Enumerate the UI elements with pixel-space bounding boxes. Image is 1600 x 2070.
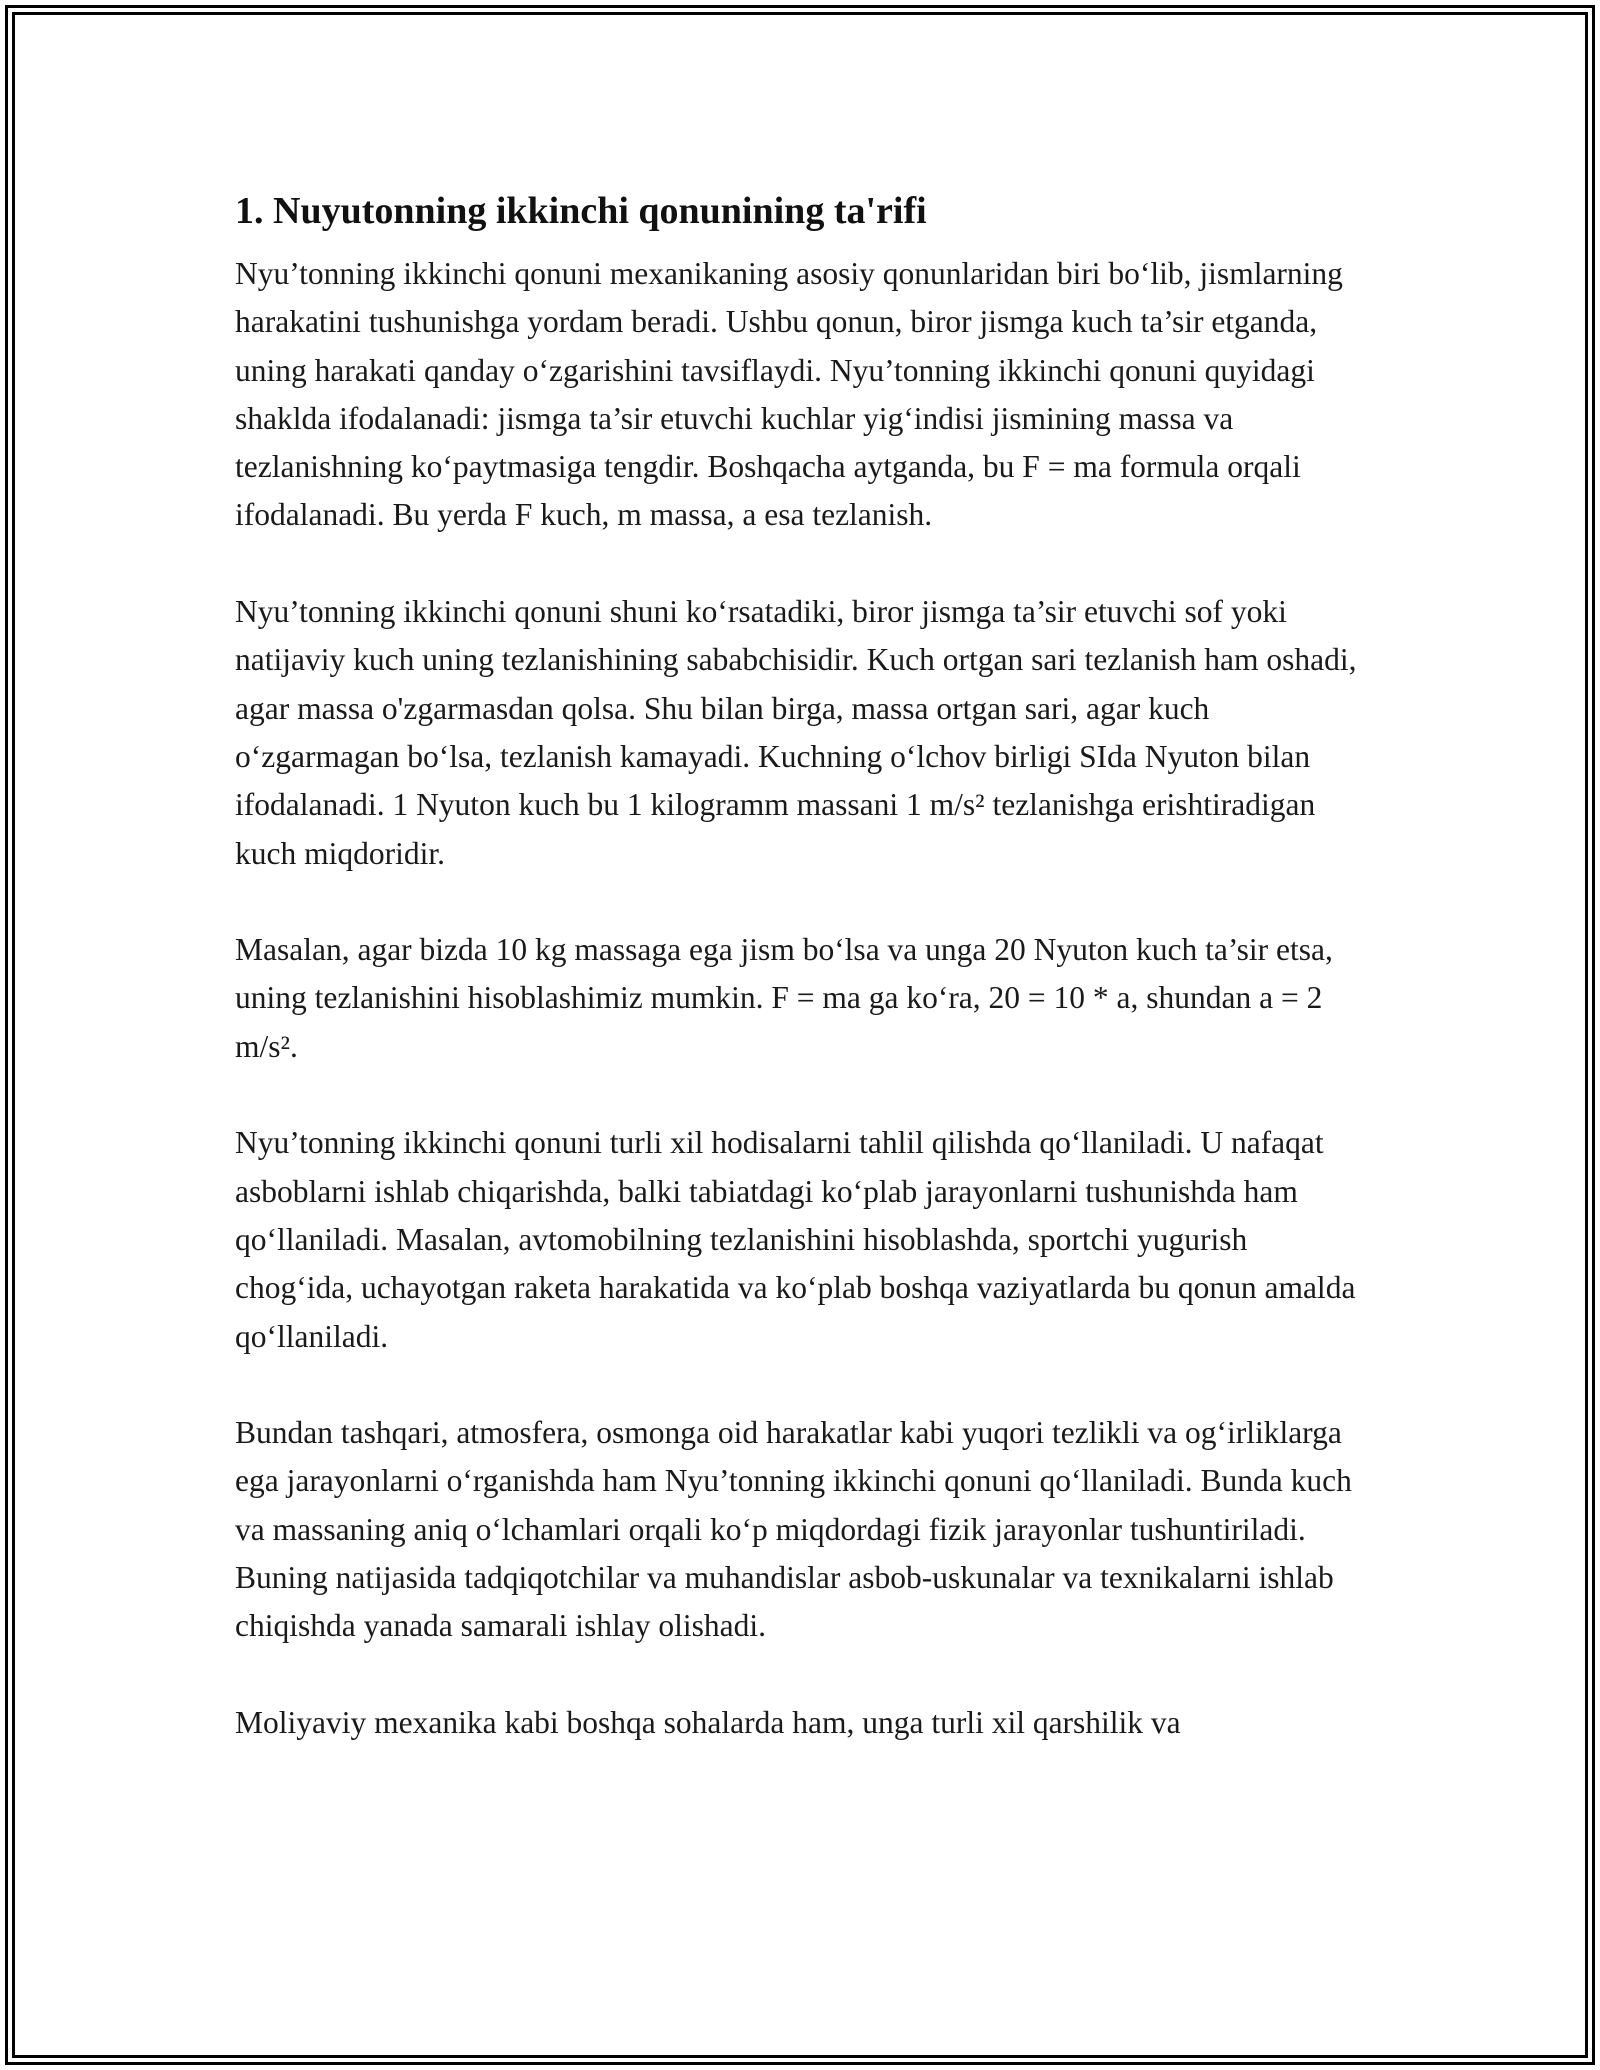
paragraph-applications: Nyu’tonning ikkinchi qonuni turli xil hodisalarni tahlil qilishda qo‘llaniladi. U nafaqat asboblarni ishlab chiqarishda, balki tabiatdagi ko‘plab jarayonlarni tushunishda ham qo‘llaniladi. Masalan, avtomobilning tezlanishini hisoblashda, sportchi yugurish chog‘ida, uchayotgan raketa harakatida va ko‘plab boshqa vaziyatlarda bu qonun amalda qo‘llaniladi. — [235, 1125, 1356, 1354]
document-heading: 1. Nuyutonning ikkinchi qonunining ta'rifi — [235, 190, 927, 232]
document-body — [235, 186, 1370, 1796]
paragraph-definition: Nyu’tonning ikkinchi qonuni mexanikaning asosiy qonunlaridan biri bo‘lib, jismlarning harakatini tushunishga yordam beradi. Ushbu qonun, biror jismga kuch ta’sir etganda, uning harakati qanday o‘zgarishini tavsiflaydi. Nyu’tonning ikkinchi qonuni quyidagi shaklda ifodalanadi: jismga ta’sir etuvchi kuchlar yig‘indisi jismining massa va tezlanishning ko‘paytmasiga tengdir. Boshqacha aytganda, bu F = ma formula orqali ifodalanadi. Bu yerda F kuch, m massa, a esa tezlanish. — [235, 256, 1343, 533]
paragraph-example: Masalan, agar bizda 10 kg massaga ega jism bo‘lsa va unga 20 Nyuton kuch ta’sir etsa, uning tezlanishini hisoblashimiz mumkin. F = ma ga ko‘ra, 20 = 10 * a, shundan a = 2 m/s². — [235, 932, 1333, 1064]
paragraph-continued: Moliyaviy mexanika kabi boshqa sohalarda ham, unga turli xil qarshilik va — [235, 1704, 1181, 1740]
paragraph-force-explanation: Nyu’tonning ikkinchi qonuni shuni ko‘rsatadiki, biror jismga ta’sir etuvchi sof yoki natijaviy kuch uning tezlanishining sababchisidir. Kuch ortgan sari tezlanish ham oshadi, agar massa o'zgarmasdan qolsa. Shu bilan birga, massa ortgan sari, agar kuch o‘zgarmagan bo‘lsa, tezlanish kamayadi. Kuchning o‘lchov birligi SIda Nyuton bilan ifodalanadi. 1 Nyuton kuch bu 1 kilogramm massani 1 m/s² tezlanishga erishtiradigan kuch miqdoridir. — [235, 594, 1357, 871]
paragraph-research: Bundan tashqari, atmosfera, osmonga oid harakatlar kabi yuqori tezlikli va og‘irliklarga ega jarayonlarni o‘rganishda ham Nyu’tonning ikkinchi qonuni qo‘llaniladi. Bunda kuch va massaning aniq o‘lchamlari orqali ko‘p miqdordagi fizik jarayonlar tushuntiriladi. Buning natijasida tadqiqotchilar va muhandislar asbob-uskunalar va texnikalarni ishlab chiqishda yanada samarali ishlay olishadi. — [235, 1415, 1352, 1644]
